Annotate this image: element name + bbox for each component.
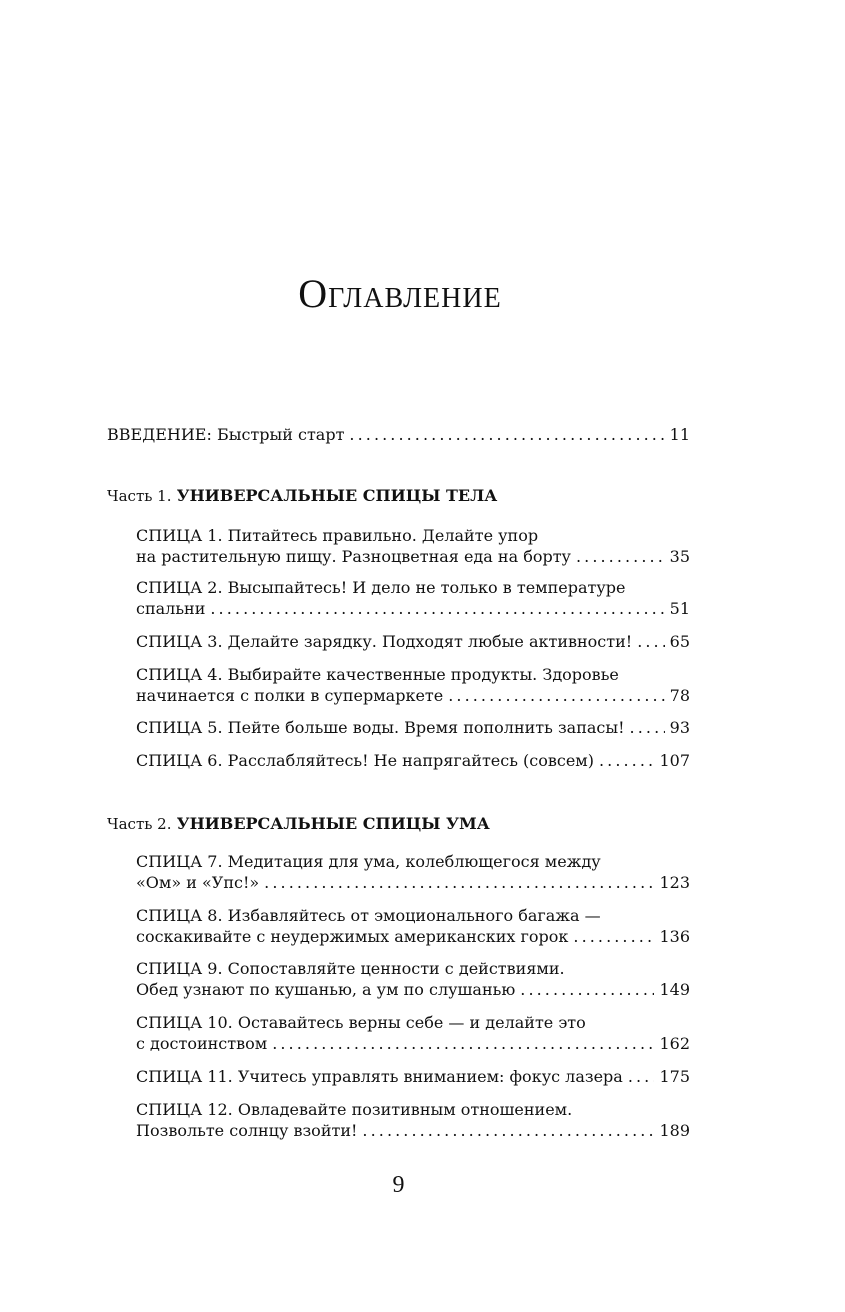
- toc-entry-text: спальни: [136, 599, 206, 618]
- toc-entry-12[interactable]: [136, 1120, 690, 1141]
- toc-entry-2[interactable]: [136, 598, 690, 619]
- part-heading-1: [107, 485, 497, 507]
- part-heading-2: [107, 813, 490, 835]
- toc-entry-line[interactable]: СПИЦА 8. Избавляйтесь от эмоционального багажа —: [136, 906, 601, 925]
- toc-entry-line[interactable]: СПИЦА 7. Медитация для ума, колеблющегося между: [136, 852, 601, 871]
- toc-entry-text: Обед узнают по кушанью, а ум по слушанью: [136, 980, 516, 999]
- leader-dots: [362, 1120, 654, 1141]
- toc-page-number: 65: [669, 632, 690, 651]
- part-prefix: Часть 2.: [107, 815, 172, 833]
- leader-dots: [448, 685, 664, 706]
- toc-entry-6[interactable]: [136, 750, 690, 771]
- toc-entry-text: соскакивайте с неудержимых американских горок: [136, 927, 569, 946]
- leader-dots: [349, 424, 664, 445]
- leader-dots: [520, 979, 654, 1000]
- toc-entry-text: с достоинством: [136, 1034, 268, 1053]
- toc-entry-4[interactable]: [136, 685, 690, 706]
- leader-dots: [630, 717, 665, 738]
- toc-entry-8[interactable]: [136, 926, 690, 947]
- toc-entry-intro[interactable]: [107, 424, 690, 445]
- toc-page-number: 11: [669, 425, 690, 444]
- toc-entry-11[interactable]: [136, 1066, 690, 1087]
- toc-entry-line[interactable]: СПИЦА 10. Оставайтесь верны себе — и делайте это: [136, 1013, 586, 1032]
- toc-page-number: 149: [659, 980, 690, 999]
- toc-entry-line[interactable]: СПИЦА 9. Сопоставляйте ценности с действиями.: [136, 959, 565, 978]
- toc-entry-text: Позвольте солнцу взойти!: [136, 1121, 358, 1140]
- leader-dots: [573, 926, 654, 947]
- toc-entry-line[interactable]: СПИЦА 4. Выбирайте качественные продукты. Здоровье: [136, 665, 619, 684]
- toc-entry-text: «Ом» и «Упс!»: [136, 873, 260, 892]
- part-name: УНИВЕРСАЛЬНЫЕ СПИЦЫ УМА: [176, 814, 490, 833]
- toc-entry-7[interactable]: [136, 872, 690, 893]
- toc-page-number: 136: [659, 927, 690, 946]
- toc-page-number: 123: [659, 873, 690, 892]
- leader-dots: [210, 598, 664, 619]
- toc-entry-5[interactable]: [136, 717, 690, 738]
- page-number: 9: [392, 1172, 405, 1198]
- toc-entry-text: начинается с полки в супермаркете: [136, 686, 444, 705]
- page-title: Оглавление: [298, 271, 502, 316]
- toc-entry-line[interactable]: СПИЦА 2. Высыпайтесь! И дело не только в температуре: [136, 578, 626, 597]
- part-prefix: Часть 1.: [107, 487, 172, 505]
- toc-entry-text: СПИЦА 11. Учитесь управлять вниманием: фокус лазера: [136, 1067, 623, 1086]
- leader-dots: [637, 631, 664, 652]
- leader-dots: [264, 872, 654, 893]
- toc-page-number: 51: [669, 599, 690, 618]
- leader-dots: [576, 546, 665, 567]
- toc-page-number: 93: [669, 718, 690, 737]
- toc-entry-text: СПИЦА 5. Пейте больше воды. Время пополнить запасы!: [136, 718, 625, 737]
- toc-entry-text: на растительную пищу. Разноцветная еда на борту: [136, 547, 571, 566]
- toc-entry-text: ВВЕДЕНИЕ: Быстрый старт: [107, 425, 345, 444]
- toc-entry-line[interactable]: СПИЦА 1. Питайтесь правильно. Делайте упор: [136, 526, 539, 545]
- toc-entry-10[interactable]: [136, 1033, 690, 1054]
- toc-entry-9[interactable]: [136, 979, 690, 1000]
- toc-page-number: 175: [659, 1067, 690, 1086]
- toc-entry-3[interactable]: [136, 631, 690, 652]
- toc-entry-text: СПИЦА 3. Делайте зарядку. Подходят любые активности!: [136, 632, 633, 651]
- leader-dots: [599, 750, 654, 771]
- leader-dots: [628, 1066, 655, 1087]
- toc-page-number: 162: [659, 1034, 690, 1053]
- toc-entry-text: СПИЦА 6. Расслабляйтесь! Не напрягайтесь (совсем): [136, 751, 594, 770]
- toc-entry-line[interactable]: СПИЦА 12. Овладевайте позитивным отношением.: [136, 1100, 573, 1119]
- toc-page-number: 78: [669, 686, 690, 705]
- part-name: УНИВЕРСАЛЬНЫЕ СПИЦЫ ТЕЛА: [176, 486, 498, 505]
- leader-dots: [272, 1033, 654, 1054]
- toc-page-number: 107: [659, 751, 690, 770]
- toc-page-number: 35: [669, 547, 690, 566]
- toc-page-number: 189: [659, 1121, 690, 1140]
- toc-entry-1[interactable]: [136, 546, 690, 567]
